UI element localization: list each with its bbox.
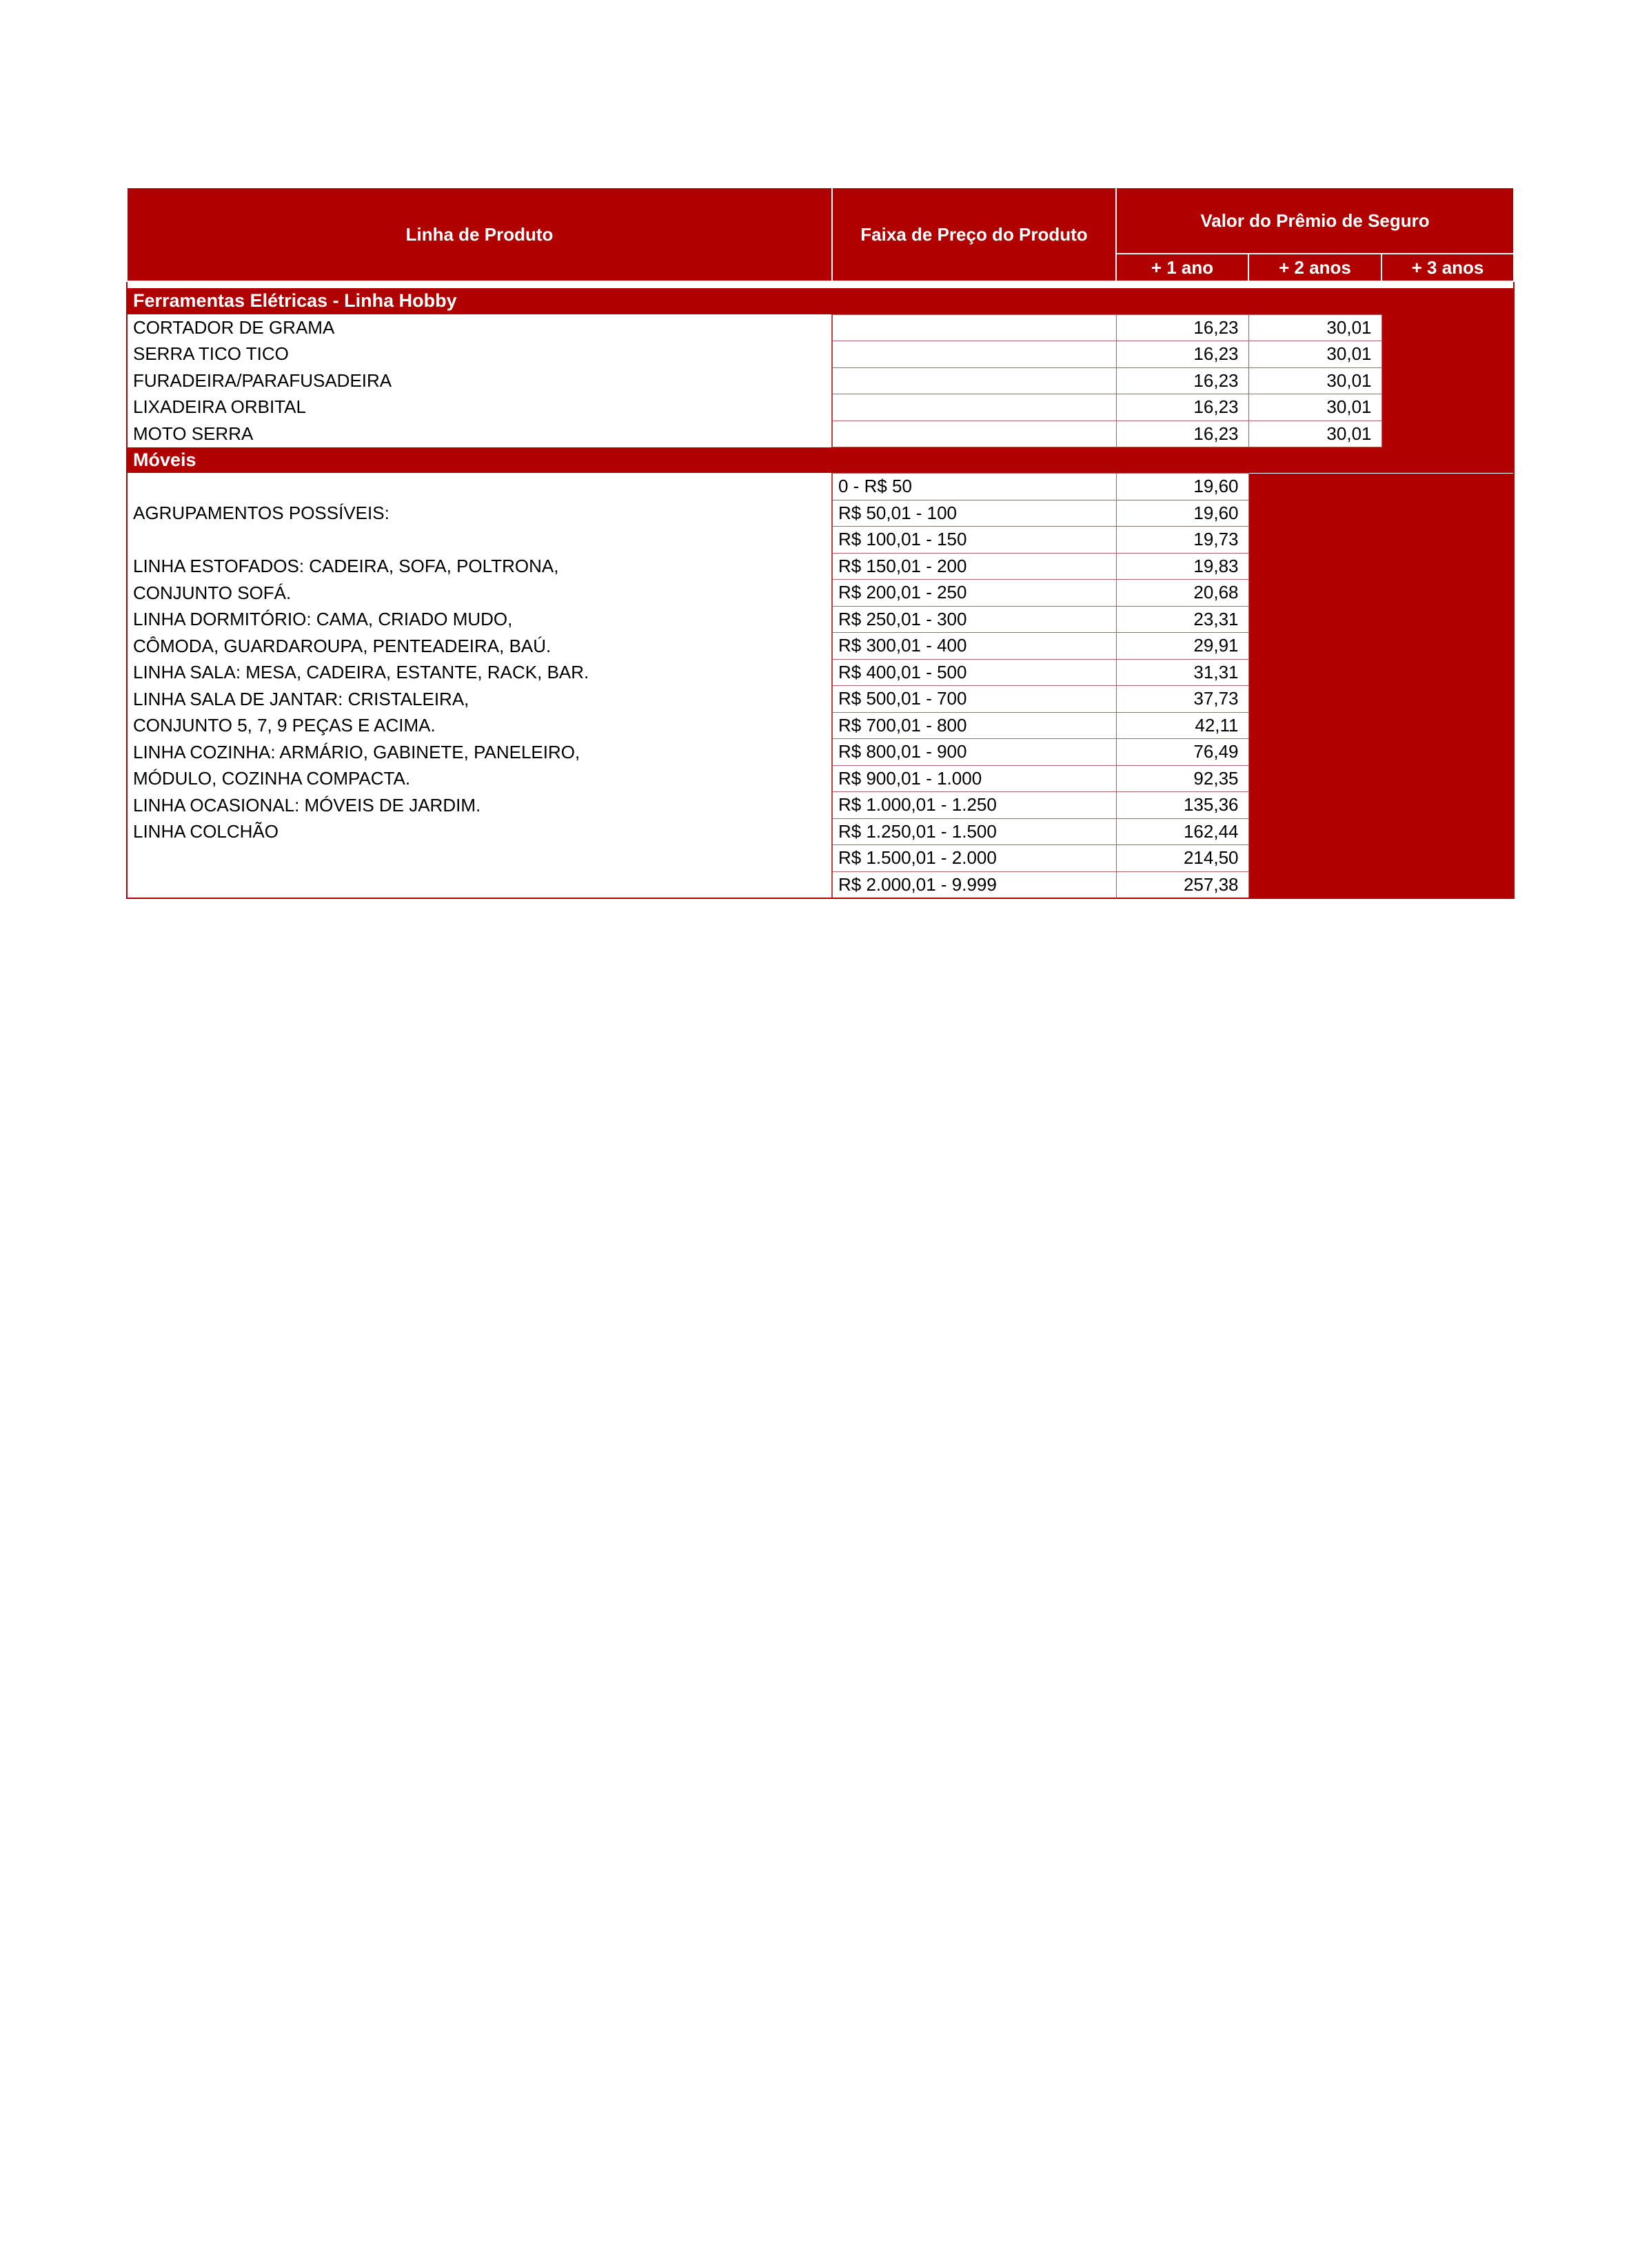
premium-1-year: 31,31: [1116, 659, 1248, 686]
price-range: R$ 300,01 - 400: [832, 633, 1116, 660]
table-row: [127, 394, 1514, 421]
price-range: R$ 100,01 - 150: [832, 527, 1116, 554]
description-line: [133, 527, 826, 554]
header-year-2: + 2 anos: [1248, 254, 1381, 281]
price-range: R$ 1.500,01 - 2.000: [832, 845, 1116, 872]
table-row: [127, 474, 1514, 500]
premium-3-years-empty: [1381, 367, 1514, 394]
premium-1-year: 162,44: [1116, 818, 1248, 845]
description-line: MÓDULO, COZINHA COMPACTA.: [133, 768, 411, 789]
price-range: R$ 50,01 - 100: [832, 500, 1116, 527]
premium-1-year: 42,11: [1116, 712, 1248, 739]
premium-1-year: 16,23: [1116, 421, 1248, 447]
premium-table: [126, 187, 1515, 899]
premium-1-year: 20,68: [1116, 580, 1248, 607]
premium-1-year: 23,31: [1116, 606, 1248, 633]
premium-1-year: 37,73: [1116, 686, 1248, 713]
description-line: [133, 474, 826, 500]
premium-2-years: 30,01: [1248, 421, 1381, 447]
premium-1-year: 16,23: [1116, 367, 1248, 394]
premium-1-year: 16,23: [1116, 341, 1248, 368]
price-range: R$ 700,01 - 800: [832, 712, 1116, 739]
price-range: R$ 2.000,01 - 9.999: [832, 871, 1116, 898]
description-line: CÔMODA, GUARDAROUPA, PENTEADEIRA, BAÚ.: [133, 635, 551, 656]
section-title-furniture: Móveis: [127, 447, 1514, 474]
product-name: MOTO SERRA: [127, 421, 832, 447]
price-range: R$ 800,01 - 900: [832, 739, 1116, 766]
table-row: [127, 367, 1514, 394]
table-row: [127, 421, 1514, 447]
premium-1-year: 16,23: [1116, 314, 1248, 341]
description-line: CONJUNTO SOFÁ.: [133, 582, 292, 603]
price-range: R$ 150,01 - 200: [832, 553, 1116, 580]
price-range: R$ 1.250,01 - 1.500: [832, 818, 1116, 845]
price-range: R$ 1.000,01 - 1.250: [832, 792, 1116, 819]
premium-1-year: 92,35: [1116, 765, 1248, 792]
premium-1-year: 19,60: [1116, 474, 1248, 500]
price-range-empty: [832, 341, 1116, 368]
premium-1-year: 257,38: [1116, 871, 1248, 898]
product-name: SERRA TICO TICO: [127, 341, 832, 368]
premium-1-year: 135,36: [1116, 792, 1248, 819]
premium-1-year: 29,91: [1116, 633, 1248, 660]
product-name: LIXADEIRA ORBITAL: [127, 394, 832, 421]
price-range: R$ 250,01 - 300: [832, 606, 1116, 633]
header-year-1: + 1 ano: [1116, 254, 1248, 281]
premium-1-year: 214,50: [1116, 845, 1248, 872]
description-line: AGRUPAMENTOS POSSÍVEIS:: [133, 503, 389, 523]
premium-1-year: 19,83: [1116, 553, 1248, 580]
header-price-range: Faixa de Preço do Produto: [832, 188, 1116, 281]
description-line: LINHA COZINHA: ARMÁRIO, GABINETE, PANELEIRO,: [133, 741, 580, 762]
table-row: [127, 314, 1514, 341]
premium-extra-years-empty: [1248, 474, 1514, 898]
premium-3-years-empty: [1381, 421, 1514, 447]
premium-1-year: 16,23: [1116, 394, 1248, 421]
premium-table-sheet: [126, 187, 1513, 899]
premium-2-years: 30,01: [1248, 314, 1381, 341]
furniture-groupings-description: [127, 474, 832, 898]
premium-2-years: 30,01: [1248, 341, 1381, 368]
description-line: LINHA SALA: MESA, CADEIRA, ESTANTE, RACK, BAR.: [133, 662, 589, 682]
price-range: R$ 900,01 - 1.000: [832, 765, 1116, 792]
premium-3-years-empty: [1381, 341, 1514, 368]
price-range: R$ 200,01 - 250: [832, 580, 1116, 607]
description-line: LINHA DORMITÓRIO: CAMA, CRIADO MUDO,: [133, 609, 513, 629]
table-row: [127, 341, 1514, 368]
premium-2-years: 30,01: [1248, 394, 1381, 421]
price-range-empty: [832, 314, 1116, 341]
header-year-3: + 3 anos: [1381, 254, 1514, 281]
description-line: LINHA SALA DE JANTAR: CRISTALEIRA,: [133, 688, 469, 709]
premium-2-years: 30,01: [1248, 367, 1381, 394]
product-name: FURADEIRA/PARAFUSADEIRA: [127, 367, 832, 394]
product-name: CORTADOR DE GRAMA: [127, 314, 832, 341]
price-range: R$ 500,01 - 700: [832, 686, 1116, 713]
premium-3-years-empty: [1381, 314, 1514, 341]
premium-1-year: 19,73: [1116, 527, 1248, 554]
premium-3-years-empty: [1381, 394, 1514, 421]
header-product-line: Linha de Produto: [127, 188, 832, 281]
description-line: CONJUNTO 5, 7, 9 PEÇAS E ACIMA.: [133, 715, 436, 736]
header-premium-value: Valor do Prêmio de Seguro: [1116, 188, 1514, 254]
section-title-power-tools: Ferramentas Elétricas - Linha Hobby: [127, 288, 1514, 314]
premium-1-year: 19,60: [1116, 500, 1248, 527]
price-range: R$ 400,01 - 500: [832, 659, 1116, 686]
description-line: LINHA ESTOFADOS: CADEIRA, SOFA, POLTRONA,: [133, 556, 559, 576]
price-range-empty: [832, 421, 1116, 447]
price-range-empty: [832, 367, 1116, 394]
price-range-empty: [832, 394, 1116, 421]
description-line: LINHA COLCHÃO: [133, 821, 279, 842]
price-range: 0 - R$ 50: [832, 474, 1116, 500]
premium-1-year: 76,49: [1116, 739, 1248, 766]
description-line: LINHA OCASIONAL: MÓVEIS DE JARDIM.: [133, 794, 481, 816]
